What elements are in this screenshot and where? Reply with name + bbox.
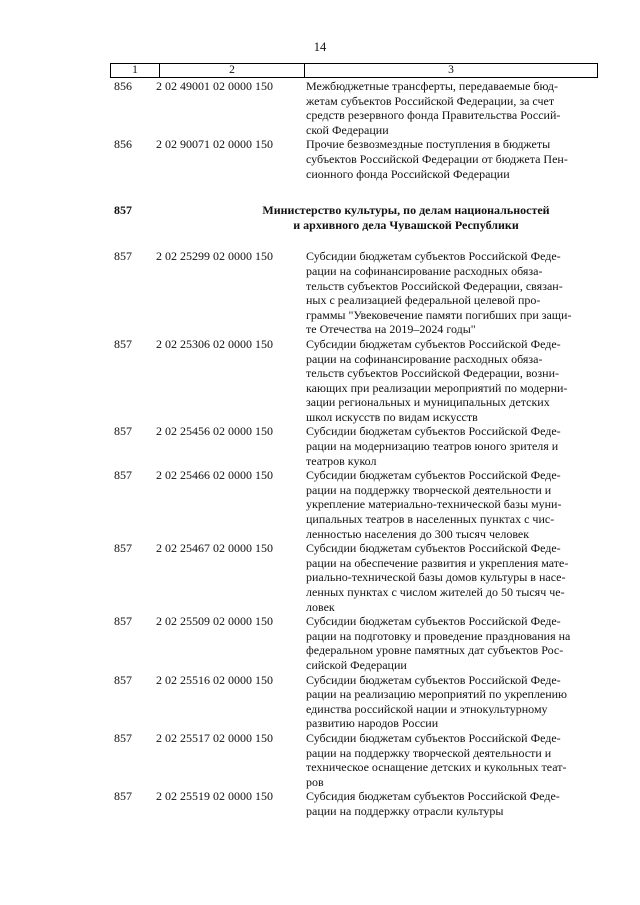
description-line: средств резервного фонда Правительства Россий- <box>306 108 561 123</box>
description-line: школ искусств по видам искусств <box>306 409 478 424</box>
description-line: Субсидии бюджетам субъектов Российской Феде- <box>306 424 561 439</box>
description-line: те Отечества на 2019–2024 годы" <box>306 322 476 337</box>
budget-code-cell: 2 02 25516 02 0000 150 <box>156 672 273 687</box>
description-line: ров <box>306 774 324 789</box>
description-cell <box>306 249 596 337</box>
table-row <box>110 137 598 181</box>
description-line: Субсидии бюджетам субъектов Российской Феде- <box>306 672 561 687</box>
budget-code-cell: 2 02 25456 02 0000 150 <box>156 424 273 439</box>
table-row <box>110 79 598 137</box>
budget-code-cell: 2 02 25299 02 0000 150 <box>156 249 273 264</box>
description-line: укрепление материально-технической базы муни- <box>306 497 562 512</box>
admin-code-cell: 857 <box>114 336 132 351</box>
description-line: риально-технической базы домов культуры в насе- <box>306 570 566 585</box>
budget-code-cell: 2 02 49001 02 0000 150 <box>156 79 273 93</box>
budget-code-cell: 2 02 25467 02 0000 150 <box>156 541 273 556</box>
admin-code-cell: 857 <box>114 249 132 264</box>
description-line: единства российской нации и этнокультурному <box>306 701 548 716</box>
description-line: ных с реализацией федеральной целевой про- <box>306 293 541 308</box>
description-line: сийской Федерации <box>306 657 407 672</box>
table-row <box>110 731 598 789</box>
description-line: субъектов Российской Федерации от бюджета Пен- <box>306 151 568 166</box>
budget-code-cell: 2 02 25466 02 0000 150 <box>156 468 273 483</box>
description-line: Субсидии бюджетам субъектов Российской Феде- <box>306 541 561 556</box>
table-row <box>110 424 598 468</box>
description-line: ской Федерации <box>306 122 389 137</box>
description-line: тельств субъектов Российской Федерации, связан- <box>306 278 563 293</box>
description-line: рации на подготовку и проведение празднования на <box>306 628 571 643</box>
description-line: Субсидии бюджетам субъектов Российской Феде- <box>306 614 561 629</box>
admin-code-cell: 856 <box>114 137 132 152</box>
description-line: жетам субъектов Российской Федерации, за счет <box>306 93 555 108</box>
admin-code-cell: 857 <box>114 730 132 745</box>
description-line: граммы "Увековечение памяти погибших при защи- <box>306 307 572 322</box>
description-line: рации на поддержку отрасли культуры <box>306 803 504 818</box>
description-line: рации на софинансирование расходных обяза- <box>306 263 543 278</box>
budget-code-cell: 2 02 25519 02 0000 150 <box>156 789 273 804</box>
description-line: ципальных театров в населенных пунктах с чис- <box>306 512 555 527</box>
admin-code-cell: 857 <box>114 672 132 687</box>
description-line: Субсидии бюджетам субъектов Российской Феде- <box>306 730 561 745</box>
table-body <box>110 79 598 819</box>
table-row <box>110 337 598 425</box>
description-line: ленностью населения до 300 тысяч человек <box>306 526 530 541</box>
section-header-row <box>110 203 598 232</box>
description-line: Субсидии бюджетам субъектов Российской Феде- <box>306 468 561 483</box>
admin-code-cell: 856 <box>114 79 132 93</box>
section-title <box>246 203 566 232</box>
table-row <box>110 789 598 818</box>
description-cell <box>306 731 596 789</box>
admin-code-cell: 857 <box>114 789 132 804</box>
section-admin-code: 857 <box>114 203 132 218</box>
description-line: ловек <box>306 599 335 614</box>
description-line: тельств субъектов Российской Федерации, возни- <box>306 366 560 381</box>
description-line: кающих при реализации мероприятий по модерни- <box>306 380 568 395</box>
section-title-line: и архивного дела Чувашской Республики <box>293 217 519 232</box>
description-line: Субсидии бюджетам субъектов Российской Феде- <box>306 249 561 264</box>
description-line: техническое оснащение детских и кукольных теат- <box>306 760 567 775</box>
description-line: рации на софинансирование расходных обяза- <box>306 351 543 366</box>
budget-code-cell: 2 02 90071 02 0000 150 <box>156 137 273 152</box>
description-cell <box>306 789 596 818</box>
description-cell <box>306 673 596 731</box>
description-line: Прочие безвозмездные поступления в бюджеты <box>306 137 551 152</box>
description-cell <box>306 468 596 541</box>
budget-code-cell: 2 02 25306 02 0000 150 <box>156 336 273 351</box>
description-line: развитию народов России <box>306 716 439 731</box>
column-header-row <box>110 63 598 78</box>
description-line: рации на модернизацию театров юного зрителя и <box>306 439 559 454</box>
table-row <box>110 541 598 614</box>
column-header: 3 <box>448 64 454 76</box>
description-cell <box>306 337 596 425</box>
admin-code-cell: 857 <box>114 541 132 556</box>
description-line: Межбюджетные трансферты, передаваемые бюд- <box>306 79 558 93</box>
table-row <box>110 614 598 672</box>
description-line: ленных пунктах с числом жителей до 50 тысяч че- <box>306 585 565 599</box>
description-line: рации на поддержку творческой деятельности и <box>306 482 552 497</box>
admin-code-cell: 857 <box>114 614 132 629</box>
description-line: театров кукол <box>306 453 377 468</box>
page-number: 14 <box>313 40 327 54</box>
description-line: федеральном уровне памятных дат субъектов Рос- <box>306 643 564 658</box>
description-cell <box>306 424 596 468</box>
description-cell <box>306 79 596 137</box>
description-cell <box>306 541 596 614</box>
section-title-line: Министерство культуры, по делам национальностей <box>262 203 550 218</box>
table-row <box>110 249 598 337</box>
description-line: зации региональных и муниципальных детских <box>306 395 550 410</box>
admin-code-cell: 857 <box>114 468 132 483</box>
description-line: рации на реализацию мероприятий по укреплению <box>306 687 568 702</box>
description-cell <box>306 137 596 181</box>
description-line: рации на обеспечение развития и укрепления мате- <box>306 555 569 570</box>
admin-code-cell: 857 <box>114 424 132 439</box>
description-line: Субсидия бюджетам субъектов Российской Феде- <box>306 789 560 804</box>
column-header: 2 <box>160 64 305 77</box>
budget-code-cell: 2 02 25509 02 0000 150 <box>156 614 273 629</box>
description-line: сионного фонда Российской Федерации <box>306 166 510 181</box>
description-line: рации на поддержку творческой деятельности и <box>306 745 552 760</box>
description-cell <box>306 614 596 672</box>
table-row <box>110 673 598 731</box>
table-row <box>110 468 598 541</box>
column-header: 1 <box>111 64 160 77</box>
budget-code-cell: 2 02 25517 02 0000 150 <box>156 730 273 745</box>
description-line: Субсидии бюджетам субъектов Российской Феде- <box>306 336 561 351</box>
